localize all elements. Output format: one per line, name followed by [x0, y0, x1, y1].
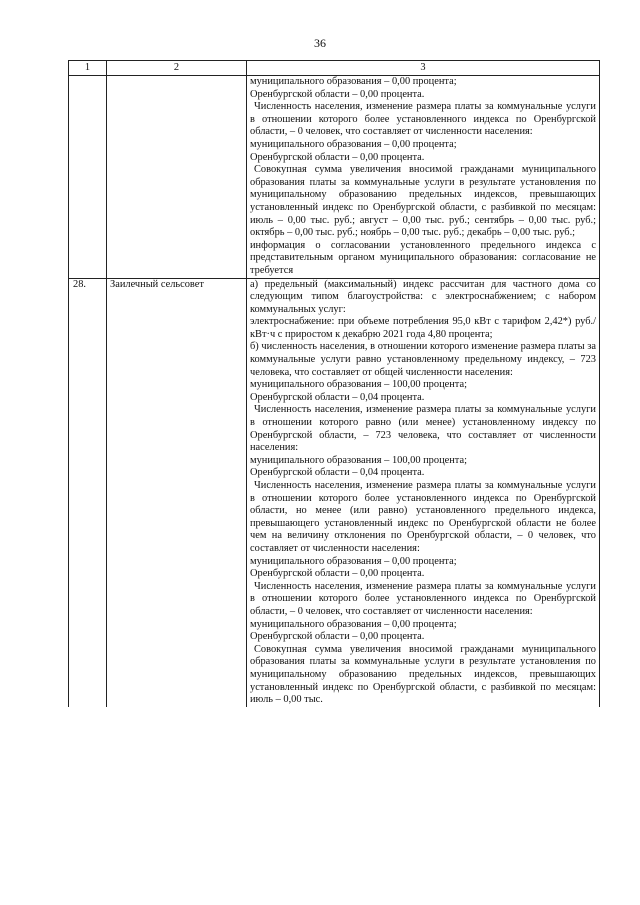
detail-line: Оренбургской области – 0,00 процента.: [250, 631, 425, 643]
detail-line: муниципального образования – 0,00 процента;: [250, 138, 457, 150]
detail-line: информация о согласовании установленного предельного индекса с представительным органом муниципального образования: согласование не требуется: [250, 239, 596, 276]
municipality-name-cell: Заилечный сельсовет: [107, 278, 247, 707]
detail-line: Численность населения, изменение размера платы за коммунальные услуги в отношении которого более установленного индекса по Оренбургской области, – 0 человек, что составляет от численности населения:: [250, 101, 596, 138]
table-row-continuation: [69, 76, 600, 279]
detail-line: Численность населения, изменение размера платы за коммунальные услуги в отношении которого более установленного индекса по Оренбургской области, – 0 человек, что составляет от численности населения:: [250, 580, 596, 617]
column-header-3: 3: [247, 61, 600, 76]
detail-line: муниципального образования – 0,00 процента;: [250, 618, 457, 630]
detail-line: Оренбургской области – 0,00 процента.: [250, 151, 425, 163]
detail-line: Совокупная сумма увеличения вносимой гражданами муниципального образования платы за коммунальные услуги в результате установления по муниципальному образованию предельных индексов, превышающих установленный индекс по Оренбургской области, с разбивкой по месяцам: июль – 0,00 тыс. руб.; август – 0,00 тыс. руб.; сентябрь – 0,00 тыс. руб.; октябрь – 0,00 тыс. руб.; ноябрь – 0,00 тыс. руб.; декабрь – 0,00 тыс. руб.;: [250, 164, 596, 239]
page-number: 36: [314, 36, 326, 50]
detail-line: а) предельный (максимальный) индекс рассчитан для частного дома со следующим типом благоустройства: с электроснабжением; с набором коммунальных услуг:: [250, 278, 596, 315]
column-header-2: 2: [107, 61, 247, 76]
column-header-1: 1: [69, 61, 107, 76]
table-header-row: [69, 61, 600, 76]
detail-line: б) численность населения, в отношении которого изменение размера платы за коммунальные услуги равно установленному предельному индексу, – 723 человека, что составляет от общей численности населения:: [250, 341, 596, 378]
detail-line: Оренбургской области – 0,00 процента.: [250, 88, 425, 100]
document-table: [68, 60, 600, 707]
detail-line: Оренбургской области – 0,00 процента.: [250, 568, 425, 580]
detail-line: Численность населения, изменение размера платы за коммунальные услуги в отношении которого равно (или менее) установленному индексу по Оренбургской области, – 723 человека, что составляет от численности населения:: [250, 404, 596, 454]
municipality-name-cell: [107, 76, 247, 279]
detail-line: муниципального образования – 0,00 процента;: [250, 76, 457, 87]
indicator-details-cell: [247, 76, 600, 279]
row-number-cell: 28.: [69, 278, 107, 707]
detail-line: Совокупная сумма увеличения вносимой гражданами муниципального образования платы за коммунальные услуги в результате установления по муниципальному образованию предельных индексов, превышающих установленный индекс по Оренбургской области, с разбивкой по месяцам: июль – 0,00 тыс.: [250, 643, 596, 706]
detail-line: муниципального образования – 100,00 процента;: [250, 379, 467, 391]
detail-line: Оренбургской области – 0,04 процента.: [250, 391, 425, 403]
table-row-28: [69, 278, 600, 707]
indicator-details-cell: [247, 278, 600, 707]
detail-line: Оренбургской области – 0,04 процента.: [250, 467, 425, 479]
detail-line: муниципального образования – 0,00 процента;: [250, 555, 457, 567]
detail-line: Численность населения, изменение размера платы за коммунальные услуги в отношении которого более установленного индекса по Оренбургской области, но менее (или равно) установленного предельного индекса, превышающего установленный индекс по Оренбургской области не более чем на величину отклонения по Оренбургской области, – 0 человек, что составляет от численности населения:: [250, 480, 596, 554]
row-number-cell: [69, 76, 107, 279]
detail-line: электроснабжение: при объеме потребления 95,0 кВт с тарифом 2,42*) руб./кВт·ч с приростом к декабрю 2021 года 4,80 процента;: [250, 316, 596, 340]
detail-line: муниципального образования – 100,00 процента;: [250, 454, 467, 466]
